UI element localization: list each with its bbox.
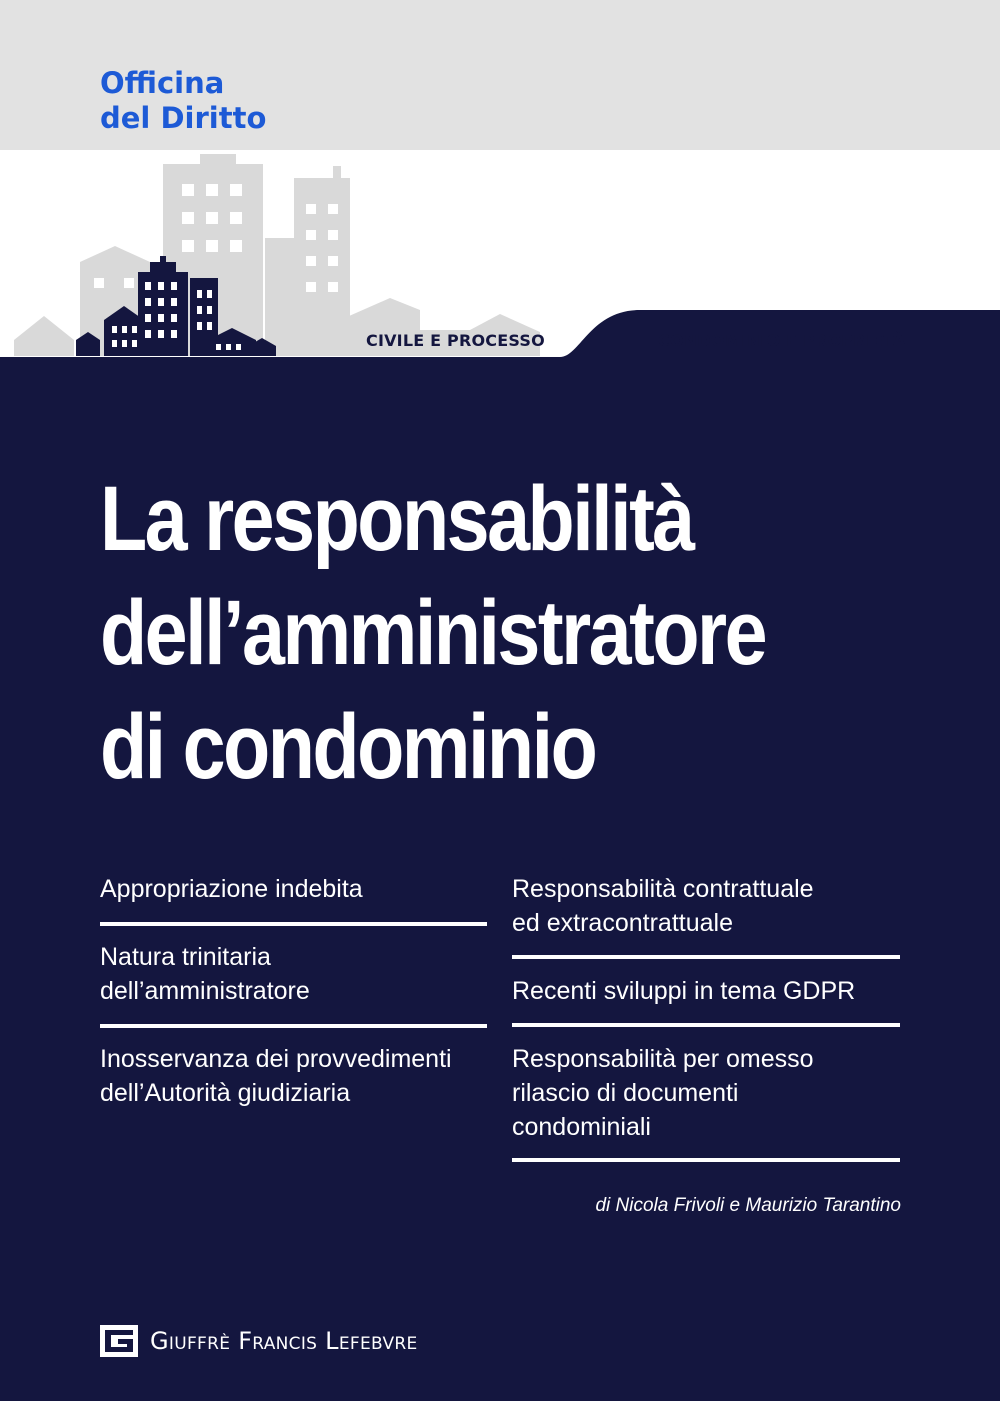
authors: di Nicola Frivoli e Maurizio Tarantino xyxy=(595,1195,901,1216)
divider-right-1 xyxy=(512,955,900,959)
city-skyline-icon xyxy=(0,150,1000,360)
book-title xyxy=(100,462,839,804)
divider-left-1 xyxy=(100,922,487,926)
title-line-1: La responsabilità xyxy=(100,468,693,570)
title-line-3: di condominio xyxy=(100,696,596,798)
topic-right-1: Responsabilità contrattuale ed extracontrattuale xyxy=(512,875,814,937)
divider-right-3 xyxy=(512,1158,900,1162)
series-name xyxy=(100,66,266,136)
category-civile-processo: CIVILE E PROCESSO xyxy=(366,331,545,350)
divider-right-2 xyxy=(512,1023,900,1027)
title-line-2: dell’amministratore xyxy=(100,582,766,684)
topic-left-1: Appropriazione indebita xyxy=(100,875,363,903)
publisher-logo-icon xyxy=(100,1325,138,1357)
topic-right-3: Responsabilità per omesso rilascio di documenti condominiali xyxy=(512,1045,814,1141)
divider-left-2 xyxy=(100,1024,487,1028)
topic-left-3: Inosservanza dei provvedimenti dell’Autorità giudiziaria xyxy=(100,1045,452,1107)
series-line-2: del Diritto xyxy=(100,101,267,135)
publisher-name: Giuffrè Francis Lefebvre xyxy=(150,1327,418,1355)
topic-right-2: Recenti sviluppi in tema GDPR xyxy=(512,977,856,1005)
topic-left-2: Natura trinitaria dell’amministratore xyxy=(100,943,310,1005)
category-condominio-proprieta: CONDOMINIO E PROPRIETÀ xyxy=(658,331,906,350)
series-line-1: Officina xyxy=(100,66,225,100)
